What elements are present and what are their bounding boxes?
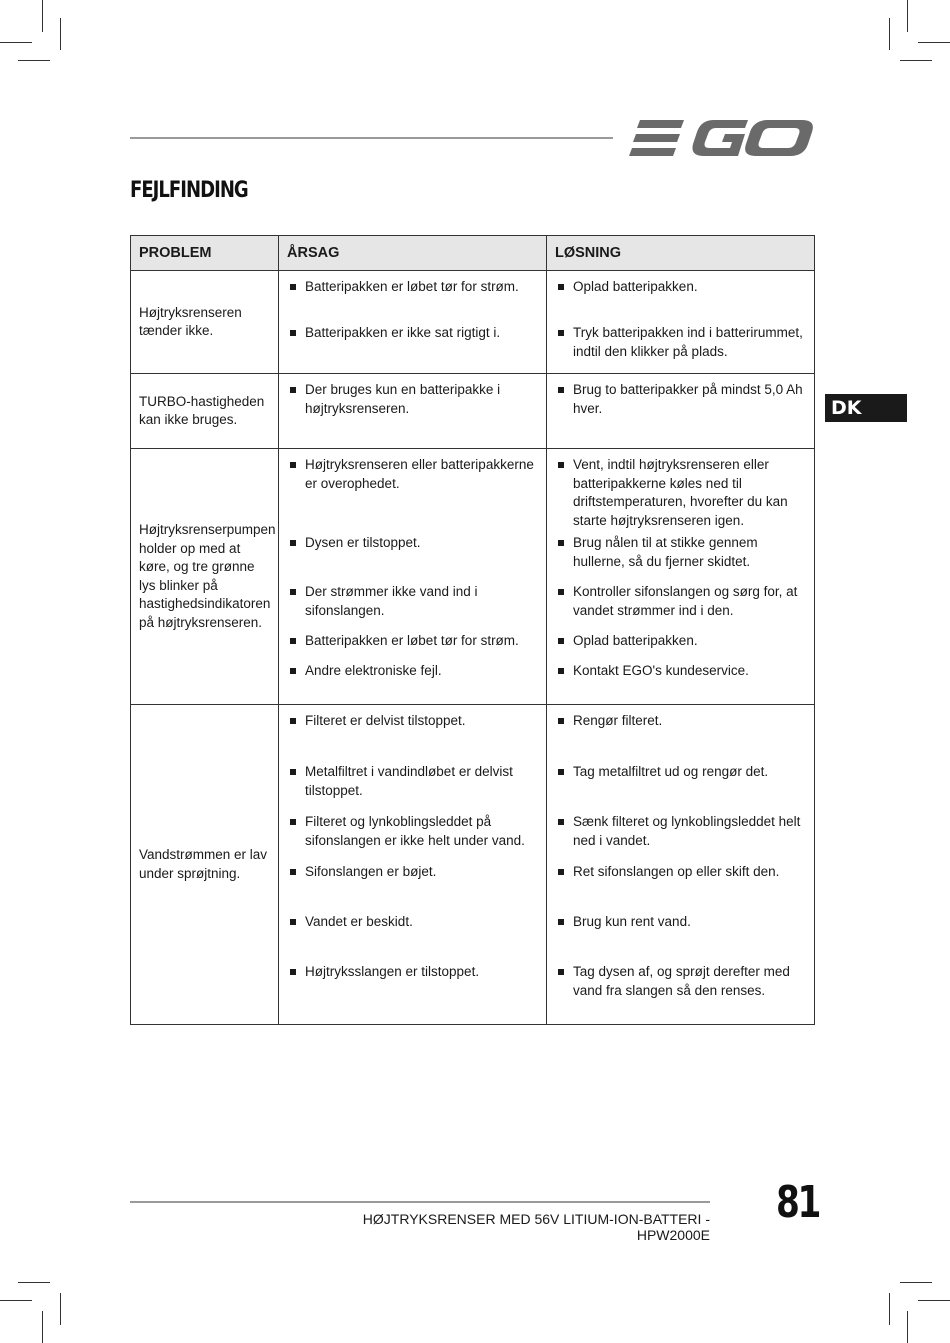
crop-mark [900, 1282, 932, 1283]
bullet-icon [558, 819, 564, 825]
bullet-icon [558, 969, 564, 975]
cause-item: Højtryksrenseren eller batteripakkerne er overophedet. [279, 449, 546, 534]
crop-mark [907, 1311, 908, 1343]
cause-item: Dysen er tilstoppet. [279, 534, 546, 583]
bullet-icon [290, 387, 296, 393]
bullet-icon [290, 589, 296, 595]
table-header-row [131, 236, 815, 271]
page-number: 81 [776, 1177, 820, 1228]
bullet-icon [558, 919, 564, 925]
problem-cell: TURBO-hastigheden kan ikke bruges. [131, 374, 279, 449]
bullet-icon [290, 284, 296, 290]
solution-item: Rengør filteret. [547, 705, 814, 763]
bullet-icon [290, 638, 296, 644]
problem-cell: Højtryksrenserpumpen holder op med at køre, og tre grønne lys blinker på hastighedsindikatoren på højtryksrenseren. [131, 449, 279, 705]
bullet-icon [558, 284, 564, 290]
solution-item: Tryk batteripakken ind i batterirummet, indtil den klikker på plads. [547, 317, 814, 361]
solution-item: Tag dysen af, og sprøjt derefter med vand fra slangen så den renses. [547, 963, 814, 1000]
table-row [131, 374, 815, 449]
cause-cell [279, 271, 547, 374]
cause-item: Vandet er beskidt. [279, 913, 546, 963]
language-tab: DK [825, 394, 907, 422]
bullet-icon [558, 718, 564, 724]
cause-item: Filteret og lynkoblingsleddet på sifonslangen er ikke helt under vand. [279, 813, 546, 863]
table-row [131, 449, 815, 705]
cause-item: Højtryksslangen er tilstoppet. [279, 963, 546, 982]
header-cause: ÅRSAG [279, 236, 547, 271]
crop-mark [0, 42, 32, 43]
header-problem: PROBLEM [131, 236, 279, 271]
bullet-icon [558, 589, 564, 595]
cause-item: Batteripakken er ikke sat rigtigt i. [279, 317, 546, 343]
page-title: FEJLFINDING [130, 178, 248, 203]
bullet-icon [290, 540, 296, 546]
cause-item: Batteripakken er løbet tør for strøm. [279, 632, 546, 662]
bullet-icon [290, 462, 296, 468]
bullet-icon [290, 718, 296, 724]
crop-mark [900, 60, 932, 61]
cause-item: Der strømmer ikke vand ind i sifonslangen. [279, 583, 546, 632]
bullet-icon [290, 330, 296, 336]
footer-rule [130, 1201, 710, 1203]
solution-item: Oplad batteripakken. [547, 271, 814, 317]
crop-mark [18, 1282, 50, 1283]
solution-item: Brug kun rent vand. [547, 913, 814, 963]
bullet-icon [558, 668, 564, 674]
solution-item: Oplad batteripakken. [547, 632, 814, 662]
crop-mark [889, 1293, 890, 1325]
bullet-icon [290, 919, 296, 925]
crop-mark [18, 60, 50, 61]
cause-item: Andre elektroniske fejl. [279, 662, 546, 681]
solution-item: Sænk filteret og lynkoblingsleddet helt ned i vandet. [547, 813, 814, 863]
bullet-icon [290, 668, 296, 674]
header-rule [130, 137, 613, 139]
crop-mark [918, 42, 950, 43]
crop-mark [889, 18, 890, 50]
solution-item: Brug nålen til at stikke gennem hullerne, så du fjerner skidtet. [547, 534, 814, 583]
bullet-icon [558, 638, 564, 644]
bullet-icon [558, 462, 564, 468]
bullet-icon [290, 869, 296, 875]
cause-cell [279, 374, 547, 449]
crop-mark [918, 1300, 950, 1301]
cause-item: Metalfiltret i vandindløbet er delvist tilstoppet. [279, 763, 546, 813]
bullet-icon [290, 769, 296, 775]
bullet-icon [558, 540, 564, 546]
crop-mark [42, 0, 43, 32]
solution-item: Ret sifonslangen op eller skift den. [547, 863, 814, 913]
troubleshooting-table [130, 235, 815, 1025]
solution-cell [547, 374, 815, 449]
bullet-icon [558, 769, 564, 775]
cause-item: Sifonslangen er bøjet. [279, 863, 546, 913]
solution-cell [547, 449, 815, 705]
bullet-icon [558, 869, 564, 875]
cause-item: Der bruges kun en batteripakke i højtryksrenseren. [279, 374, 546, 418]
bullet-icon [558, 387, 564, 393]
problem-cell: Vandstrømmen er lav under sprøjtning. [131, 705, 279, 1025]
cause-item: Batteripakken er løbet tør for strøm. [279, 271, 546, 317]
crop-mark [42, 1311, 43, 1343]
table-row [131, 271, 815, 374]
crop-mark [60, 18, 61, 50]
bullet-icon [290, 969, 296, 975]
cause-cell [279, 449, 547, 705]
ego-logo [626, 114, 816, 162]
crop-mark [0, 1300, 32, 1301]
crop-mark [907, 0, 908, 32]
bullet-icon [558, 330, 564, 336]
cause-cell [279, 705, 547, 1025]
crop-mark [60, 1293, 61, 1325]
solution-item: Kontakt EGO's kundeservice. [547, 662, 814, 681]
solution-item: Brug to batteripakker på mindst 5,0 Ah hver. [547, 374, 814, 418]
solution-item: Kontroller sifonslangen og sørg for, at vandet strømmer ind i den. [547, 583, 814, 632]
solution-item: Vent, indtil højtryksrenseren eller batteripakkerne køles ned til driftstemperaturen, hvorefter du kan starte højtryksrenseren igen. [547, 449, 814, 534]
bullet-icon [290, 819, 296, 825]
cause-item: Filteret er delvist tilstoppet. [279, 705, 546, 763]
problem-cell: Højtryksrenseren tænder ikke. [131, 271, 279, 374]
solution-cell [547, 705, 815, 1025]
solution-cell [547, 271, 815, 374]
table-row [131, 705, 815, 1025]
solution-item: Tag metalfiltret ud og rengør det. [547, 763, 814, 813]
footer-product-line: HØJTRYKSRENSER MED 56V LITIUM-ION-BATTERI - HPW2000E [362, 1211, 710, 1243]
header-solution: LØSNING [547, 236, 815, 271]
